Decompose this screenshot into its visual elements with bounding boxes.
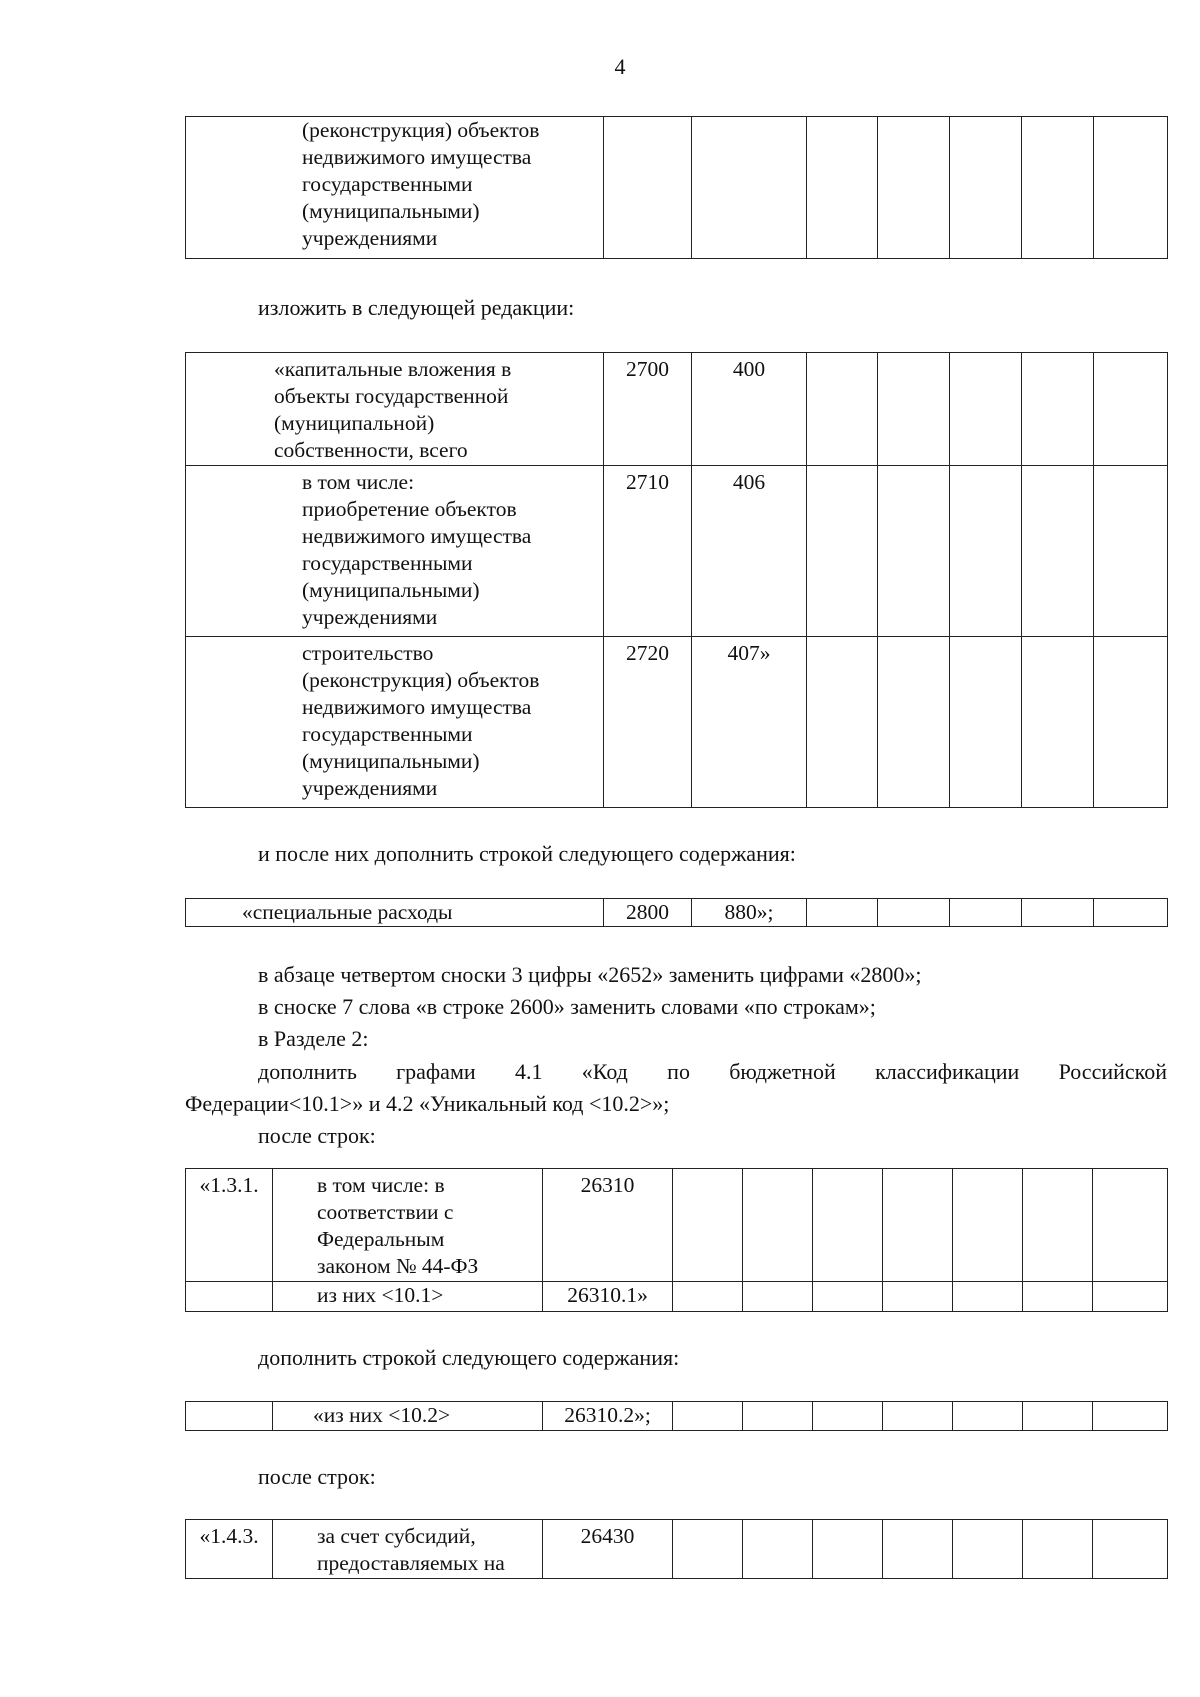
empty-cell [673, 1169, 743, 1282]
line-code-cell: 26430 [543, 1520, 673, 1579]
row-description [186, 353, 604, 466]
paragraph: в абзаце четвертом сноски 3 цифры «2652» заменить цифрами «2800»; [258, 962, 922, 987]
empty-cell [950, 899, 1022, 927]
empty-cell [813, 1282, 883, 1312]
empty-cell [950, 353, 1022, 466]
row-description [273, 1169, 543, 1282]
desc-line: учреждениями [302, 776, 438, 800]
kbk-cell: 407» [692, 637, 807, 808]
row-number [186, 1402, 273, 1431]
kbk-cell: 400 [692, 353, 807, 466]
row-description: «из них <10.2> [273, 1402, 543, 1431]
desc-line: Федеральным [317, 1227, 445, 1251]
empty-cell [878, 466, 950, 637]
empty-cell [807, 117, 878, 259]
paragraph: Федерации<10.1>» и 4.2 «Уникальный код <10.2>»; [185, 1091, 670, 1116]
empty-cell [1094, 117, 1168, 259]
desc-line: из них <10.1> [317, 1283, 444, 1307]
empty-cell [743, 1282, 813, 1312]
empty-cell [950, 637, 1022, 808]
table-new-edition [185, 352, 1168, 808]
table-special-expenses [185, 898, 1168, 927]
empty-cell [743, 1402, 813, 1431]
empty-cell [953, 1520, 1023, 1579]
desc-line: государственными [302, 722, 473, 746]
row-description [186, 466, 604, 637]
line-code-cell: 26310.2»; [543, 1402, 673, 1431]
desc-line: законом № 44-ФЗ [317, 1254, 479, 1278]
row-description: «специальные расходы [186, 899, 604, 927]
empty-cell [878, 637, 950, 808]
table-continuation [185, 116, 1168, 259]
line-code-cell: 2720 [604, 637, 692, 808]
kbk-cell: 406 [692, 466, 807, 637]
empty-cell [953, 1282, 1023, 1312]
empty-cell [807, 637, 878, 808]
empty-cell [813, 1520, 883, 1579]
empty-cell [1022, 466, 1094, 637]
line-code-cell: 26310 [543, 1169, 673, 1282]
empty-cell [1022, 117, 1094, 259]
desc-line: (реконструкция) объектов [302, 668, 540, 692]
page-number: 4 [614, 54, 626, 79]
desc-line: учреждениями [302, 605, 438, 629]
empty-cell [673, 1520, 743, 1579]
empty-cell [1022, 899, 1094, 927]
empty-cell [953, 1169, 1023, 1282]
table-row [186, 353, 1168, 466]
empty-cell [1094, 637, 1168, 808]
desc-line: государственными [302, 551, 473, 575]
empty-cell [673, 1402, 743, 1431]
table-row [186, 637, 1168, 808]
kbk-cell: 880»; [692, 899, 807, 927]
desc-line: за счет субсидий, [317, 1524, 476, 1548]
desc-line: недвижимого имущества [302, 145, 532, 169]
empty-cell [883, 1402, 953, 1431]
empty-cell [692, 117, 807, 259]
row-number: «1.4.3. [186, 1520, 273, 1579]
paragraph: после строк: [258, 1464, 376, 1489]
empty-cell [1093, 1169, 1168, 1282]
line-code-cell: 2710 [604, 466, 692, 637]
desc-line: объекты государственной [274, 384, 509, 408]
table-row [186, 117, 1168, 259]
row-description [273, 1520, 543, 1579]
desc-line: приобретение объектов [302, 497, 517, 521]
table-row [186, 1520, 1168, 1579]
line-code-cell: 2800 [604, 899, 692, 927]
desc-line: (реконструкция) объектов [302, 118, 540, 142]
paragraph: изложить в следующей редакции: [258, 295, 575, 320]
empty-cell [1023, 1402, 1093, 1431]
paragraph: дополнить графами 4.1 «Код по бюджетной классификации Российской [258, 1059, 1167, 1084]
empty-cell [1023, 1169, 1093, 1282]
table-row [186, 1402, 1168, 1431]
table-row [186, 466, 1168, 637]
paragraph: в Разделе 2: [258, 1026, 369, 1051]
desc-line: (муниципальными) [302, 749, 480, 773]
empty-cell [1093, 1520, 1168, 1579]
desc-line: предоставляемых на [317, 1551, 505, 1575]
row-number: «1.3.1. [186, 1169, 273, 1282]
table-section2-rows [185, 1168, 1168, 1312]
empty-cell [950, 117, 1022, 259]
desc-line: недвижимого имущества [302, 524, 532, 548]
desc-line: соответствии с [317, 1200, 454, 1224]
empty-cell [1094, 353, 1168, 466]
desc-line: недвижимого имущества [302, 695, 532, 719]
empty-cell [950, 466, 1022, 637]
line-code-cell: 2700 [604, 353, 692, 466]
paragraph: в сноске 7 слова «в строке 2600» заменить словами «по строкам»; [258, 994, 876, 1019]
desc-line: строительство [302, 641, 434, 665]
paragraph: дополнить строкой следующего содержания: [258, 1345, 680, 1370]
row-number [186, 1282, 273, 1312]
empty-cell [1022, 637, 1094, 808]
table-row [186, 1282, 1168, 1312]
empty-cell [604, 117, 692, 259]
empty-cell [1093, 1282, 1168, 1312]
empty-cell [1094, 899, 1168, 927]
desc-line: собственности, всего [274, 438, 468, 462]
row-description [273, 1282, 543, 1312]
empty-cell [883, 1169, 953, 1282]
empty-cell [743, 1520, 813, 1579]
table-row [186, 1169, 1168, 1282]
desc-line: в том числе: в [317, 1173, 445, 1197]
row-description [186, 637, 604, 808]
empty-cell [878, 899, 950, 927]
empty-cell [953, 1402, 1023, 1431]
table-section2-subsidies [185, 1519, 1168, 1579]
empty-cell [878, 117, 950, 259]
table-new-row [185, 1401, 1168, 1431]
table-row [186, 899, 1168, 927]
empty-cell [1023, 1520, 1093, 1579]
empty-cell [673, 1282, 743, 1312]
empty-cell [883, 1282, 953, 1312]
empty-cell [878, 353, 950, 466]
empty-cell [743, 1169, 813, 1282]
empty-cell [1094, 466, 1168, 637]
empty-cell [1093, 1402, 1168, 1431]
row-description [186, 117, 604, 259]
paragraph: после строк: [258, 1123, 376, 1148]
empty-cell [1022, 353, 1094, 466]
line-code-cell: 26310.1» [543, 1282, 673, 1312]
empty-cell [807, 353, 878, 466]
desc-line: (муниципальными) [302, 199, 480, 223]
empty-cell [1023, 1282, 1093, 1312]
desc-line: «капитальные вложения в [274, 357, 512, 381]
empty-cell [813, 1169, 883, 1282]
desc-line: учреждениями [302, 226, 438, 250]
empty-cell [813, 1402, 883, 1431]
desc-line: (муниципальной) [274, 411, 435, 435]
desc-line: государственными [302, 172, 473, 196]
paragraph: и после них дополнить строкой следующего содержания: [258, 841, 796, 866]
desc-line: (муниципальными) [302, 578, 480, 602]
empty-cell [883, 1520, 953, 1579]
empty-cell [807, 466, 878, 637]
desc-line: в том числе: [302, 470, 415, 494]
empty-cell [807, 899, 878, 927]
